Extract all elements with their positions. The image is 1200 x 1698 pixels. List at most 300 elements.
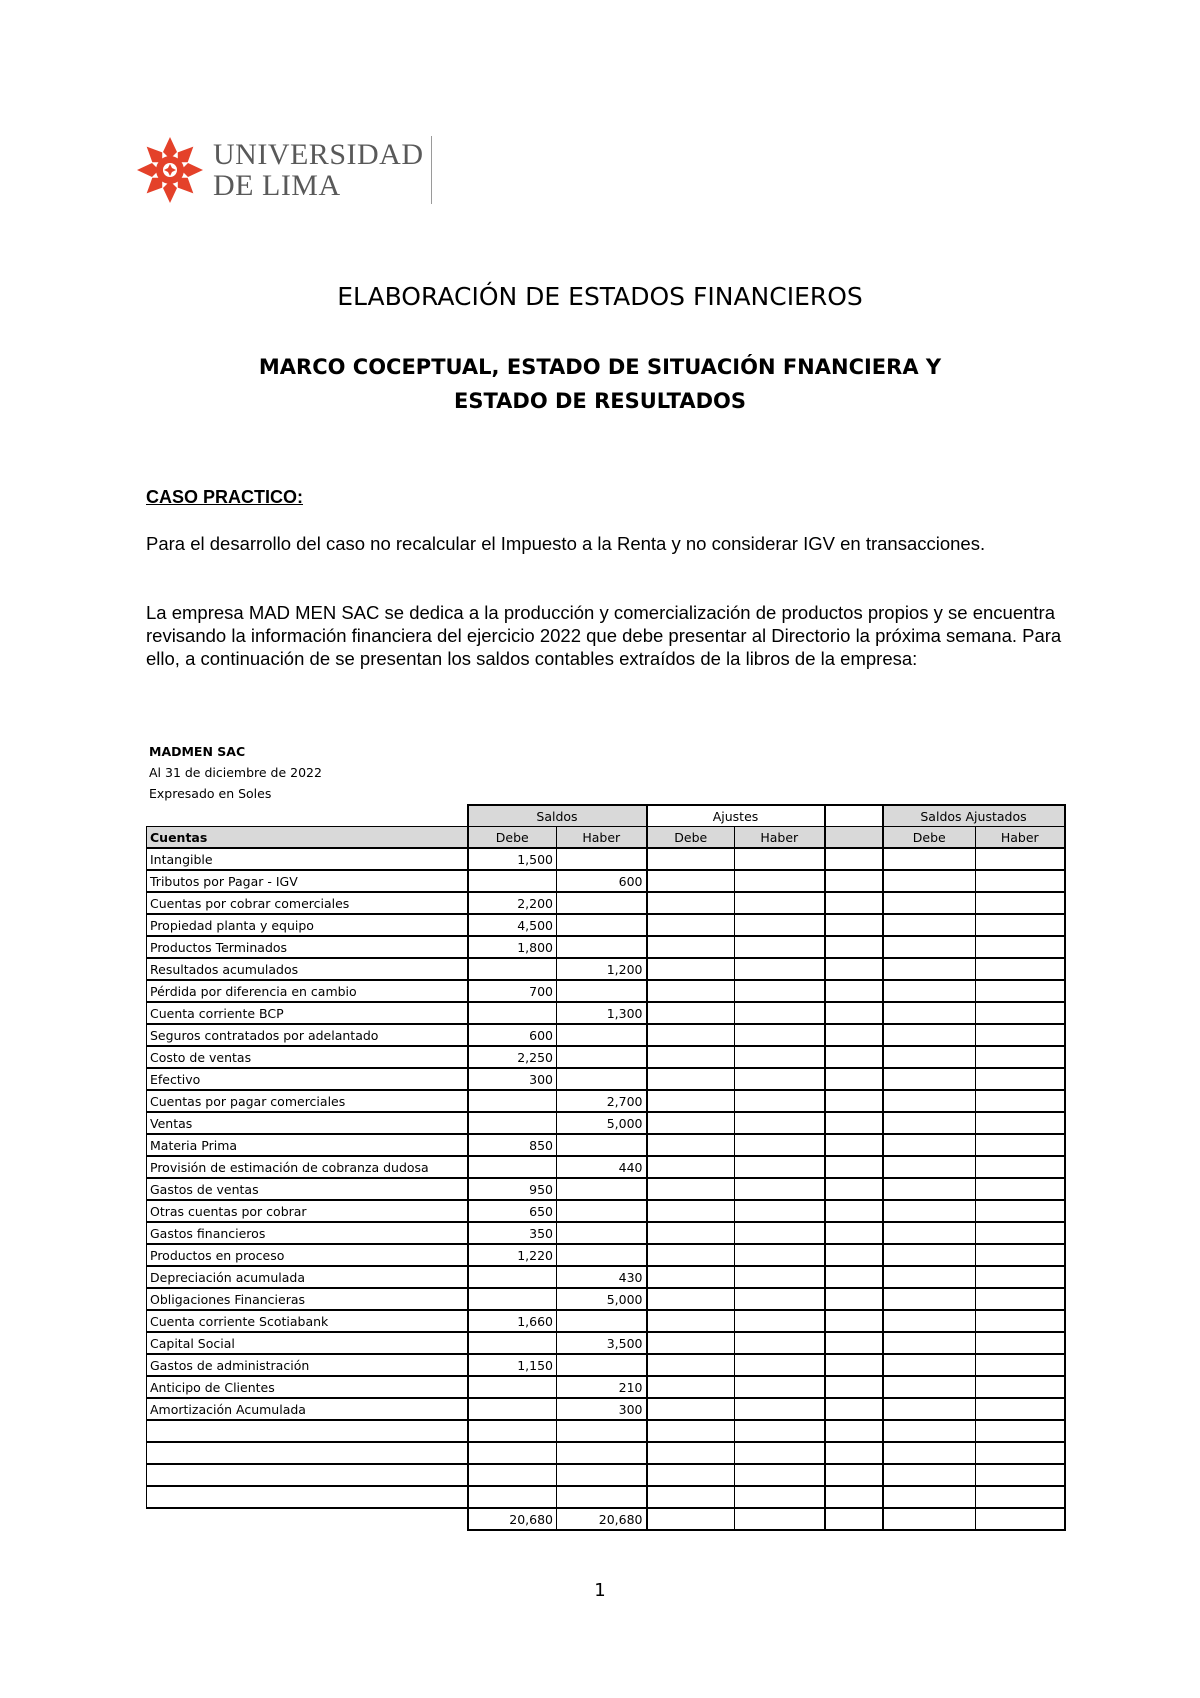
logo-line-2: DE LIMA (213, 169, 341, 202)
empty-cell (825, 1112, 883, 1134)
empty-cell (825, 980, 883, 1002)
group-header-saldos: Saldos (468, 805, 647, 827)
table-row (147, 958, 1065, 980)
saldo-debe-cell (468, 1090, 557, 1112)
saldo-haber-cell (557, 1178, 647, 1200)
table-row (147, 1486, 1065, 1508)
saldo-haber-cell (557, 1420, 647, 1442)
ajustado-debe-cell (883, 1486, 976, 1508)
ajustado-haber-cell (976, 1332, 1065, 1354)
empty-cell (825, 1156, 883, 1178)
ajustado-haber-cell (976, 914, 1065, 936)
group-header-saldos-ajustados: Saldos Ajustados (883, 805, 1065, 827)
ajustado-haber-cell (976, 936, 1065, 958)
case-heading: CASO PRACTICO: (146, 487, 303, 507)
saldo-haber-cell: 210 (557, 1376, 647, 1398)
column-header-debe: Debe (647, 827, 735, 849)
instruction-paragraph: Para el desarrollo del caso no recalcular el Impuesto a la Renta y no considerar IGV en transacciones. (146, 533, 986, 554)
empty-cell (825, 1068, 883, 1090)
ajustado-debe-cell (883, 1178, 976, 1200)
ajuste-debe-cell (647, 958, 735, 980)
table-row (147, 1310, 1065, 1332)
empty-cell (825, 1442, 883, 1464)
ajustado-haber-cell (976, 1266, 1065, 1288)
saldo-debe-cell (468, 1486, 557, 1508)
table-row (147, 1090, 1065, 1112)
table-row (147, 1332, 1065, 1354)
table-row (147, 1156, 1065, 1178)
table-currency-unit: Expresado en Soles (149, 786, 272, 801)
ajuste-debe-cell (647, 892, 735, 914)
ajuste-debe-cell (647, 1134, 735, 1156)
ajustado-haber-cell (976, 1442, 1065, 1464)
table-row (147, 1288, 1065, 1310)
table-row (147, 1178, 1065, 1200)
ajuste-debe-cell (647, 1420, 735, 1442)
account-name-cell (147, 1420, 468, 1442)
table-row (147, 1244, 1065, 1266)
account-name-cell: Tributos por Pagar - IGV (147, 870, 468, 892)
ajustado-debe-cell (883, 870, 976, 892)
ajustado-debe-cell (883, 1464, 976, 1486)
ajustado-haber-cell (976, 1222, 1065, 1244)
university-logo (135, 132, 424, 208)
empty-cell (825, 1354, 883, 1376)
table-row (147, 1354, 1065, 1376)
ajuste-debe-cell (647, 1156, 735, 1178)
saldo-haber-cell (557, 1354, 647, 1376)
saldo-haber-cell: 300 (557, 1398, 647, 1420)
empty-cell (825, 1178, 883, 1200)
empty-cell (825, 892, 883, 914)
saldo-debe-cell (468, 1112, 557, 1134)
ajustado-debe-cell (883, 1244, 976, 1266)
ajustado-haber-cell (976, 1156, 1065, 1178)
saldo-haber-cell: 430 (557, 1266, 647, 1288)
saldo-haber-cell (557, 1464, 647, 1486)
saldo-haber-cell (557, 1024, 647, 1046)
table-row (147, 1398, 1065, 1420)
ajustado-haber-cell (976, 1134, 1065, 1156)
subtitle-line-1: MARCO COCEPTUAL, ESTADO DE SITUACIÓN FNANCIERA Y (258, 355, 942, 379)
ajustado-haber-cell (976, 958, 1065, 980)
logo-divider (431, 136, 432, 204)
ajuste-haber-cell (735, 1002, 825, 1024)
saldo-debe-cell: 1,660 (468, 1310, 557, 1332)
ajuste-haber-cell (735, 914, 825, 936)
saldo-haber-cell (557, 1134, 647, 1156)
table-row (147, 1376, 1065, 1398)
empty-cell (147, 805, 468, 827)
saldo-debe-cell (468, 1376, 557, 1398)
account-name-cell: Productos Terminados (147, 936, 468, 958)
ajustado-haber-cell (976, 892, 1065, 914)
table-date: Al 31 de diciembre de 2022 (149, 765, 322, 780)
account-name-cell: Depreciación acumulada (147, 1266, 468, 1288)
saldo-debe-cell (468, 1398, 557, 1420)
empty-cell (825, 870, 883, 892)
ajuste-haber-cell (735, 1134, 825, 1156)
account-name-cell: Resultados acumulados (147, 958, 468, 980)
ajustado-debe-cell (883, 1090, 976, 1112)
account-name-cell: Obligaciones Financieras (147, 1288, 468, 1310)
empty-cell (825, 1398, 883, 1420)
ajuste-debe-cell (647, 1200, 735, 1222)
saldo-debe-cell (468, 870, 557, 892)
ajustado-debe-cell (883, 1068, 976, 1090)
saldo-haber-cell: 440 (557, 1156, 647, 1178)
ajustado-debe-cell (883, 1398, 976, 1420)
empty-cell (825, 1222, 883, 1244)
ajustado-haber-cell (976, 1398, 1065, 1420)
ajustado-debe-cell (883, 1002, 976, 1024)
saldo-debe-cell (468, 1002, 557, 1024)
saldo-debe-cell (468, 1420, 557, 1442)
table-row (147, 1068, 1065, 1090)
ajuste-haber-cell (735, 1178, 825, 1200)
empty-cell (825, 1288, 883, 1310)
ajustado-debe-cell (883, 958, 976, 980)
ajuste-haber-cell (735, 980, 825, 1002)
ajuste-haber-cell (735, 958, 825, 980)
ajustado-debe-cell (883, 848, 976, 870)
ajustado-debe-cell (883, 1200, 976, 1222)
ajuste-haber-cell (735, 1024, 825, 1046)
account-name-cell: Cuenta corriente BCP (147, 1002, 468, 1024)
ajuste-haber-cell (735, 1200, 825, 1222)
ajuste-haber-cell (735, 1420, 825, 1442)
ajuste-haber-cell (735, 892, 825, 914)
ajustado-haber-cell (976, 1112, 1065, 1134)
saldo-debe-cell: 300 (468, 1068, 557, 1090)
ajustado-haber-cell (976, 1046, 1065, 1068)
ajustado-debe-cell (883, 1376, 976, 1398)
table-row (147, 848, 1065, 870)
empty-cell (825, 1134, 883, 1156)
ajustado-debe-cell (883, 1266, 976, 1288)
group-header-ajustes: Ajustes (647, 805, 825, 827)
table-row (147, 936, 1065, 958)
ajustado-haber-cell (976, 1288, 1065, 1310)
ajuste-haber-cell (735, 1442, 825, 1464)
saldo-haber-cell (557, 1046, 647, 1068)
saldo-debe-cell: 4,500 (468, 914, 557, 936)
ajuste-haber-cell (735, 1288, 825, 1310)
table-row (147, 1046, 1065, 1068)
ajuste-debe-cell (647, 1178, 735, 1200)
ajustado-debe-cell (883, 980, 976, 1002)
ajuste-haber-cell (735, 1112, 825, 1134)
saldo-haber-cell (557, 1200, 647, 1222)
saldo-debe-cell: 650 (468, 1200, 557, 1222)
empty-cell (825, 1310, 883, 1332)
empty-cell (825, 958, 883, 980)
account-name-cell (147, 1442, 468, 1464)
ajuste-haber-cell (735, 1354, 825, 1376)
ajuste-debe-cell (647, 1244, 735, 1266)
case-description-paragraph: La empresa MAD MEN SAC se dedica a la producción y comercialización de productos propios y se encuentra revisando la información financiera del ejercicio 2022 que debe presentar al Directorio la próxima semana. Para ello, a continuación de se presentan los saldos contables extraídos de la libros de la empresa: (146, 602, 1062, 669)
account-name-cell: Capital Social (147, 1332, 468, 1354)
page-title: ELABORACIÓN DE ESTADOS FINANCIEROS (337, 282, 863, 311)
page-number: 1 (594, 1580, 606, 1601)
ajustado-debe-cell (883, 1288, 976, 1310)
ajuste-haber-cell (735, 1332, 825, 1354)
empty-cell (825, 1420, 883, 1442)
saldo-haber-cell (557, 1310, 647, 1332)
saldo-debe-cell (468, 958, 557, 980)
ajustado-haber-cell (976, 1090, 1065, 1112)
saldo-haber-cell: 600 (557, 870, 647, 892)
ajustado-haber-cell (976, 1354, 1065, 1376)
account-name-cell: Cuentas por pagar comerciales (147, 1090, 468, 1112)
ajuste-debe-cell (647, 1398, 735, 1420)
account-name-cell: Provisión de estimación de cobranza dudosa (147, 1156, 468, 1178)
table-row (147, 1200, 1065, 1222)
ajuste-haber-cell (735, 1244, 825, 1266)
ajustado-debe-cell (883, 1112, 976, 1134)
table-row (147, 1002, 1065, 1024)
saldo-debe-cell (468, 1288, 557, 1310)
ajuste-debe-cell (647, 1222, 735, 1244)
account-name-cell: Cuentas por cobrar comerciales (147, 892, 468, 914)
ajuste-haber-cell (735, 1068, 825, 1090)
ajuste-debe-cell (647, 914, 735, 936)
ajustado-debe-cell (883, 1310, 976, 1332)
table-row (147, 914, 1065, 936)
empty-cell (825, 914, 883, 936)
ajuste-debe-cell (647, 1046, 735, 1068)
column-header-debe: Debe (883, 827, 976, 849)
column-header-cuentas: Cuentas (147, 827, 468, 849)
table-row (147, 1112, 1065, 1134)
logo-line-1: UNIVERSIDAD (213, 138, 424, 171)
ajustado-haber-cell (976, 1068, 1065, 1090)
account-name-cell: Seguros contratados por adelantado (147, 1024, 468, 1046)
table-company-name: MADMEN SAC (149, 744, 246, 759)
empty-cell (825, 1486, 883, 1508)
empty-cell (825, 1376, 883, 1398)
saldo-haber-cell (557, 1486, 647, 1508)
saldo-debe-cell (468, 1332, 557, 1354)
ajuste-debe-cell (647, 1376, 735, 1398)
ajuste-haber-cell (735, 1222, 825, 1244)
saldo-haber-cell (557, 1442, 647, 1464)
table-row (147, 870, 1065, 892)
saldo-debe-cell: 700 (468, 980, 557, 1002)
empty-cell (825, 848, 883, 870)
ajustado-haber-cell (976, 980, 1065, 1002)
ajuste-haber-cell (735, 1090, 825, 1112)
table-row (147, 1134, 1065, 1156)
table-row (147, 892, 1065, 914)
total-debe-cell: 20,680 (468, 1508, 557, 1530)
ajustado-haber-cell (976, 1464, 1065, 1486)
trial-balance-table (146, 804, 1066, 1531)
account-name-cell: Otras cuentas por cobrar (147, 1200, 468, 1222)
ajuste-haber-cell (735, 1486, 825, 1508)
empty-cell (825, 1200, 883, 1222)
empty-cell (825, 1464, 883, 1486)
ajuste-debe-cell (647, 1442, 735, 1464)
ajuste-debe-cell (647, 1354, 735, 1376)
table-row (147, 1464, 1065, 1486)
saldo-haber-cell: 2,700 (557, 1090, 647, 1112)
ajustado-debe-cell (883, 1156, 976, 1178)
empty-cell (825, 1090, 883, 1112)
ajuste-debe-cell (647, 1002, 735, 1024)
empty-cell (825, 1244, 883, 1266)
ajustado-haber-cell (976, 1376, 1065, 1398)
ajustado-haber-cell (976, 1178, 1065, 1200)
empty-cell (647, 1508, 735, 1530)
empty-cell (825, 936, 883, 958)
account-name-cell: Cuenta corriente Scotiabank (147, 1310, 468, 1332)
ajuste-debe-cell (647, 848, 735, 870)
ajustado-haber-cell (976, 1310, 1065, 1332)
ajuste-haber-cell (735, 1156, 825, 1178)
column-header-haber: Haber (735, 827, 825, 849)
ajustado-debe-cell (883, 914, 976, 936)
saldo-debe-cell (468, 1156, 557, 1178)
column-header-haber: Haber (976, 827, 1065, 849)
account-name-cell: Efectivo (147, 1068, 468, 1090)
saldo-haber-cell: 5,000 (557, 1288, 647, 1310)
saldo-debe-cell (468, 1266, 557, 1288)
ajustado-debe-cell (883, 1046, 976, 1068)
column-header-debe: Debe (468, 827, 557, 849)
account-name-cell: Amortización Acumulada (147, 1398, 468, 1420)
saldo-haber-cell (557, 1222, 647, 1244)
ajuste-debe-cell (647, 1332, 735, 1354)
saldo-debe-cell: 1,500 (468, 848, 557, 870)
account-name-cell: Pérdida por diferencia en cambio (147, 980, 468, 1002)
ajuste-debe-cell (647, 1090, 735, 1112)
ajuste-haber-cell (735, 1464, 825, 1486)
ajustado-debe-cell (883, 1420, 976, 1442)
saldo-haber-cell (557, 1244, 647, 1266)
table-row (147, 980, 1065, 1002)
ajuste-haber-cell (735, 1310, 825, 1332)
saldo-haber-cell: 1,300 (557, 1002, 647, 1024)
account-name-cell: Gastos de administración (147, 1354, 468, 1376)
account-name-cell: Gastos financieros (147, 1222, 468, 1244)
ajuste-haber-cell (735, 1398, 825, 1420)
table-row (147, 1442, 1065, 1464)
saldo-haber-cell: 1,200 (557, 958, 647, 980)
account-name-cell: Productos en proceso (147, 1244, 468, 1266)
saldo-debe-cell: 2,200 (468, 892, 557, 914)
saldo-haber-cell: 3,500 (557, 1332, 647, 1354)
saldo-haber-cell (557, 980, 647, 1002)
ajustado-haber-cell (976, 848, 1065, 870)
saldo-debe-cell: 950 (468, 1178, 557, 1200)
saldo-haber-cell (557, 914, 647, 936)
ajuste-debe-cell (647, 1288, 735, 1310)
empty-cell (883, 1508, 976, 1530)
ajuste-debe-cell (647, 1266, 735, 1288)
ajustado-haber-cell (976, 1002, 1065, 1024)
saldo-haber-cell (557, 1068, 647, 1090)
group-header-row (147, 805, 1065, 827)
account-name-cell: Gastos de ventas (147, 1178, 468, 1200)
sunburst-logo-icon (135, 135, 205, 205)
ajuste-debe-cell (647, 936, 735, 958)
account-name-cell: Propiedad planta y equipo (147, 914, 468, 936)
ajustado-debe-cell (883, 1024, 976, 1046)
ajuste-debe-cell (647, 1464, 735, 1486)
saldo-debe-cell: 350 (468, 1222, 557, 1244)
ajuste-haber-cell (735, 1046, 825, 1068)
totals-row (147, 1508, 1065, 1530)
empty-cell (976, 1508, 1065, 1530)
ajuste-debe-cell (647, 1486, 735, 1508)
account-name-cell: Anticipo de Clientes (147, 1376, 468, 1398)
table-row (147, 1266, 1065, 1288)
ajustado-debe-cell (883, 1442, 976, 1464)
total-haber-cell: 20,680 (557, 1508, 647, 1530)
saldo-debe-cell: 2,250 (468, 1046, 557, 1068)
account-name-cell (147, 1464, 468, 1486)
saldo-debe-cell: 1,150 (468, 1354, 557, 1376)
ajuste-haber-cell (735, 870, 825, 892)
ajustado-debe-cell (883, 1134, 976, 1156)
ajuste-haber-cell (735, 1266, 825, 1288)
ajustado-haber-cell (976, 1486, 1065, 1508)
empty-cell (825, 1266, 883, 1288)
account-name-cell (147, 1486, 468, 1508)
ajustado-haber-cell (976, 1244, 1065, 1266)
account-name-cell: Costo de ventas (147, 1046, 468, 1068)
saldo-haber-cell (557, 936, 647, 958)
account-name-cell: Intangible (147, 848, 468, 870)
empty-cell (825, 1024, 883, 1046)
logo-wordmark (213, 139, 424, 201)
ajuste-debe-cell (647, 870, 735, 892)
empty-cell (735, 1508, 825, 1530)
empty-cell (825, 1046, 883, 1068)
ajuste-debe-cell (647, 1310, 735, 1332)
ajuste-debe-cell (647, 1068, 735, 1090)
ajuste-debe-cell (647, 1024, 735, 1046)
table-row (147, 1420, 1065, 1442)
table-row (147, 1024, 1065, 1046)
empty-cell (825, 827, 883, 849)
account-name-cell: Materia Prima (147, 1134, 468, 1156)
saldo-debe-cell (468, 1464, 557, 1486)
empty-cell (825, 1002, 883, 1024)
ajustado-debe-cell (883, 936, 976, 958)
table-row (147, 1222, 1065, 1244)
saldo-debe-cell: 600 (468, 1024, 557, 1046)
page-subtitle (0, 350, 1200, 418)
saldo-debe-cell (468, 1442, 557, 1464)
empty-cell (825, 805, 883, 827)
saldo-debe-cell: 1,220 (468, 1244, 557, 1266)
subtitle-line-2: ESTADO DE RESULTADOS (453, 389, 747, 413)
ajustado-haber-cell (976, 1024, 1065, 1046)
ajuste-haber-cell (735, 1376, 825, 1398)
ajustado-debe-cell (883, 892, 976, 914)
ajustado-haber-cell (976, 870, 1065, 892)
saldo-debe-cell: 1,800 (468, 936, 557, 958)
saldo-haber-cell (557, 848, 647, 870)
saldo-haber-cell: 5,000 (557, 1112, 647, 1134)
ajuste-debe-cell (647, 1112, 735, 1134)
ajuste-debe-cell (647, 980, 735, 1002)
ajustado-haber-cell (976, 1200, 1065, 1222)
ajustado-debe-cell (883, 1354, 976, 1376)
ajustado-haber-cell (976, 1420, 1065, 1442)
